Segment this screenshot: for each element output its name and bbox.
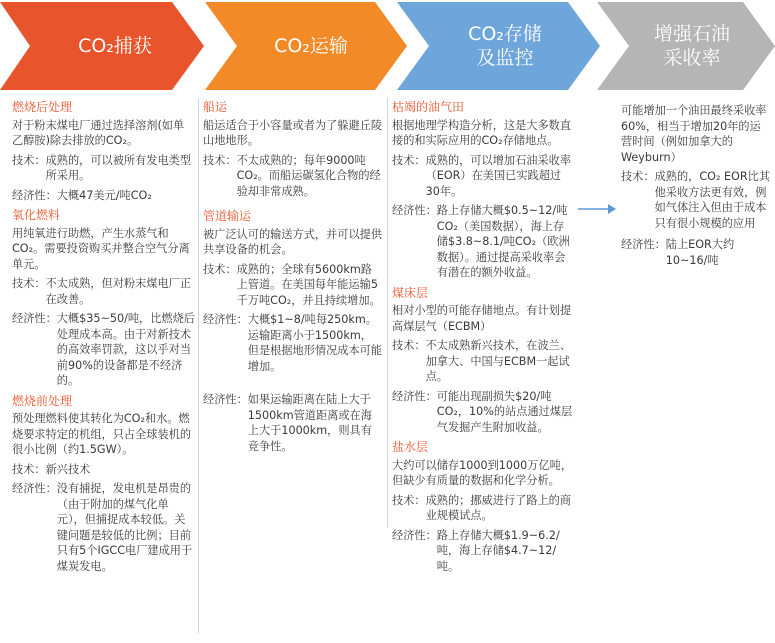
economics-row bbox=[12, 188, 195, 204]
section-title: 枯竭的油气田 bbox=[392, 100, 465, 114]
technology-row bbox=[392, 153, 574, 200]
economics-value: 可能出现副损失$20/吨CO₂，10%的站点通过煤层气发掘产生附加收益。 bbox=[436, 389, 573, 434]
economics-label: 经济性： bbox=[203, 393, 248, 406]
technology-row bbox=[203, 153, 383, 200]
section-description: 预处理燃料使其转化为CO₂和水。燃烧要求特定的机组，只占全球装机的很小比例（约1.5GW）。 bbox=[12, 412, 192, 456]
section-description: 根据地理学构造分析，这是大多数直接的和实际应用的CO₂存储地点。 bbox=[392, 118, 572, 147]
technology-value: 成熟的；全球有5600km路上管道。在美国每年能运输5千万吨CO₂，并且持续增加。 bbox=[236, 262, 381, 307]
economics-value: 大概47美元/吨CO₂ bbox=[56, 188, 152, 202]
technology-label: 技术： bbox=[621, 170, 655, 183]
section-title: 氧化燃料 bbox=[12, 208, 61, 222]
technology-value: 成熟的；挪威进行了路上的商业规模试点。 bbox=[425, 493, 572, 522]
storage-column bbox=[392, 100, 574, 578]
technology-value: 成熟的，可以增加石油采收率（EOR）在美国已实践超过30年。 bbox=[425, 153, 572, 198]
technology-row bbox=[203, 262, 383, 309]
economics-value: 大概$35~50/吨，比燃烧后处理成本高。由于对新技术的高效率罚款，这以乎对当前90%的设备都是不经济的。 bbox=[56, 312, 195, 387]
technology-label: 技术： bbox=[12, 277, 46, 290]
technology-value: 新兴技术 bbox=[45, 462, 91, 476]
economics-value: 没有捕捉，发电机是昂贵的（由于附加的煤气化单元），但捕捉成本较低。关键问题是较低的比例；目前只有5个IGCC电厂建成用于煤炭发电。 bbox=[56, 482, 193, 573]
section-description: 大约可以储存1000到1000万亿吨，但缺少有质量的数据和化学分析。 bbox=[392, 458, 573, 487]
capture-column bbox=[12, 100, 195, 578]
section-description: 相对小型的可能存储地点。有计划提高煤层气（ECBM） bbox=[392, 304, 572, 333]
technology-label: 技术： bbox=[392, 339, 426, 352]
section-title: 盐水层 bbox=[392, 440, 429, 454]
section-description: 用纯氧进行助燃，产生水蒸气和CO₂。需要投资购买并整合空气分离单元。 bbox=[12, 226, 190, 271]
economics-row bbox=[203, 312, 383, 374]
section-title: 燃烧前处理 bbox=[12, 393, 73, 408]
section-description: 船运适合于小容量或者为了躲避丘陵山地地形。 bbox=[203, 118, 383, 147]
technology-label: 技术： bbox=[203, 153, 237, 167]
section-title: 船运 bbox=[203, 100, 228, 114]
technology-label: 技术： bbox=[392, 153, 426, 167]
technology-label: 技术： bbox=[392, 493, 426, 507]
stage-label-eor: 增强石油 采收率 bbox=[653, 23, 730, 69]
economics-label: 经济性： bbox=[621, 238, 666, 251]
section-title: 煤床层 bbox=[392, 285, 429, 300]
section-title: 燃烧后处理 bbox=[12, 100, 73, 114]
economics-label: 经济性： bbox=[392, 389, 437, 403]
column-divider bbox=[387, 98, 388, 528]
economics-row bbox=[12, 311, 195, 389]
technology-row bbox=[392, 338, 574, 385]
technology-row bbox=[12, 462, 195, 478]
eor-column bbox=[621, 103, 771, 272]
technology-value: 成熟的，CO₂ EOR比其他采收方法更有效，例如气体注入但由于成本只有很小规模的应用 bbox=[654, 170, 771, 230]
economics-label: 经济性： bbox=[203, 313, 248, 326]
arrow-right-icon bbox=[578, 203, 616, 215]
economics-value: 路上存储大概$0.5~12/吨CO₂（美国数据），海上存储$3.8~8.1/吨CO₂（欧洲数据）。通过提高采收率会有潜在的额外收益。 bbox=[436, 204, 570, 279]
transport-column bbox=[203, 100, 383, 458]
economics-row bbox=[392, 203, 574, 281]
technology-value: 不太成熟的；每年9000吨CO₂。而船运碳氢化合物的经验却非常成熟。 bbox=[236, 153, 381, 198]
economics-row bbox=[392, 389, 574, 436]
technology-row bbox=[621, 169, 771, 231]
section-description: 可能增加一个油田最终采收率60%，相当于增加20年的运营时间（例如加拿大的Weyburn） bbox=[621, 104, 767, 164]
stage-label-storage: CO₂存储 及监控 bbox=[468, 23, 542, 69]
economics-value: 如果运输距离在陆上大于1500km管道距离或在海上大于1000km，则具有竞争性。 bbox=[247, 393, 372, 453]
economics-row bbox=[621, 237, 771, 268]
economics-row bbox=[203, 392, 383, 454]
stage-label-transport: CO₂运输 bbox=[274, 35, 348, 57]
technology-value: 成熟的，可以被所有发电类型所采用。 bbox=[45, 153, 192, 182]
economics-value: 陆上EOR大约10~16/吨 bbox=[665, 238, 735, 267]
economics-value: 大概$1~8/吨每250km。运输距离小于1500km，但是根据地形情况成本可能增加。 bbox=[247, 313, 383, 373]
stage-label-capture: CO₂捕获 bbox=[78, 35, 152, 57]
technology-row bbox=[12, 153, 195, 184]
technology-value: 不太成熟，但对粉末煤电厂正在改善。 bbox=[45, 277, 192, 306]
column-divider bbox=[198, 98, 199, 633]
economics-row bbox=[392, 528, 574, 575]
section-description: 对于粉末煤电厂通过选择溶剂(如单乙醇胺)除去排放的CO₂。 bbox=[12, 118, 185, 147]
economics-value: 路上存储大概$1.9~6.2/吨，海上存储$4.7~12/吨。 bbox=[436, 528, 560, 573]
technology-row bbox=[392, 493, 574, 524]
economics-label: 经济性： bbox=[392, 204, 437, 217]
technology-label: 技术： bbox=[12, 462, 46, 476]
economics-label: 经济性： bbox=[392, 528, 437, 542]
economics-label: 经济性： bbox=[12, 482, 57, 495]
economics-row bbox=[12, 481, 195, 574]
section-title: 管道输运 bbox=[203, 209, 252, 223]
economics-label: 经济性： bbox=[12, 312, 57, 325]
economics-label: 经济性： bbox=[12, 188, 57, 202]
technology-value: 不太成熟新兴技术，在波兰、加拿大、中国与ECBM一起试点。 bbox=[425, 339, 572, 383]
section-description: 被广泛认可的输送方式，并可以提供共享设备的机会。 bbox=[203, 227, 383, 256]
technology-row bbox=[12, 276, 195, 307]
technology-label: 技术： bbox=[203, 262, 237, 276]
technology-label: 技术： bbox=[12, 153, 46, 167]
